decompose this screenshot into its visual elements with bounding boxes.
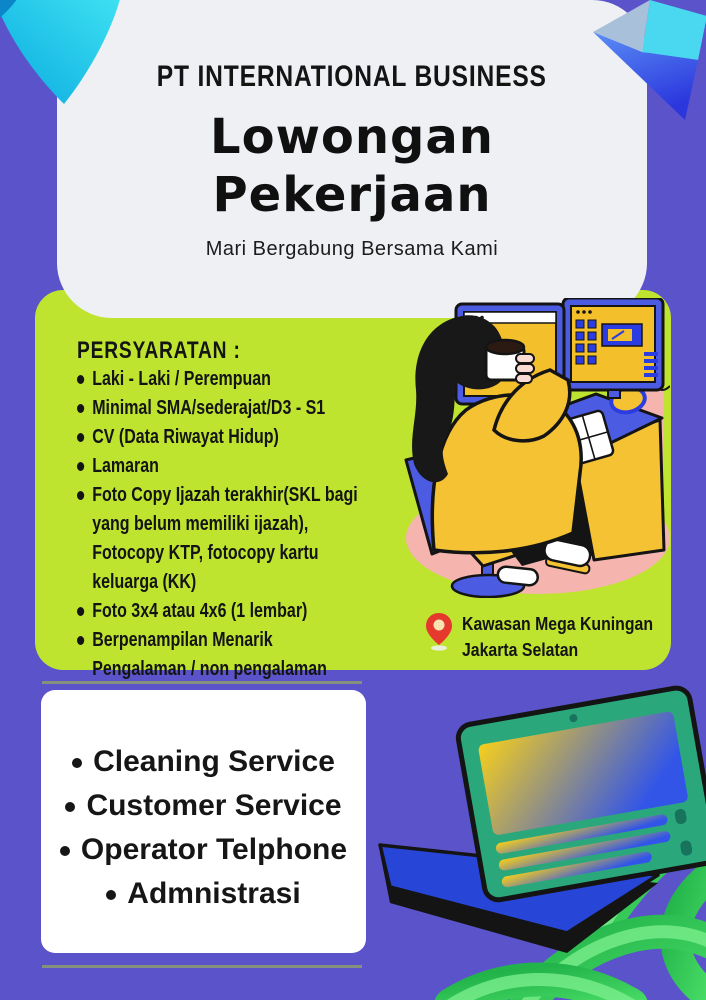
company-name: PT INTERNATIONAL BUSINESS <box>157 60 547 93</box>
woman-at-computer-illustration <box>398 298 670 598</box>
crystal-shape-decoration <box>586 0 706 122</box>
bullet-dot <box>106 890 116 900</box>
requirement-item: Lamaran <box>77 452 362 481</box>
bullet-dot <box>77 607 84 616</box>
bullet-dot <box>77 404 84 413</box>
positions-card <box>41 690 366 953</box>
cone-shape-decoration <box>0 0 150 120</box>
bullet-dot <box>60 846 70 856</box>
bullet-dot <box>77 636 84 645</box>
requirement-item: Foto Copy Ijazah terakhir(SKL bagi yang belum memiliki ijazah), Fotocopy KTP, fotocopy kartu keluarga (KK) <box>77 481 362 597</box>
requirement-item: Minimal SMA/sederajat/D3 - S1 <box>77 394 362 423</box>
divider-line <box>42 681 362 684</box>
laptop-illustration <box>375 675 706 1000</box>
poster-subtitle: Mari Bergabung Bersama Kami <box>205 238 499 260</box>
position-item: Operator Telphone <box>41 828 366 872</box>
bullet-dot <box>77 375 84 384</box>
bullet-dot <box>65 802 75 812</box>
divider-line <box>42 965 362 968</box>
requirement-item: Foto 3x4 atau 4x6 (1 lembar) <box>77 597 362 626</box>
position-item: Admnistrasi <box>41 872 366 916</box>
poster-title: Lowongan Pekerjaan <box>210 109 494 223</box>
bullet-dot <box>77 433 84 442</box>
right-monitor <box>563 298 663 398</box>
requirement-item: Laki - Laki / Perempuan <box>77 365 362 394</box>
location-text: Kawasan Mega Kuningan Jakarta Selatan <box>462 614 654 660</box>
requirement-item: CV (Data Riwayat Hidup) <box>77 423 362 452</box>
bullet-dot <box>77 491 84 500</box>
requirement-item: Berpenampilan Menarik Pengalaman / non pengalaman <box>77 626 362 684</box>
requirements-list <box>77 337 362 684</box>
laptop-screen <box>456 686 706 902</box>
requirements-heading: PERSYARATAN : <box>77 337 241 364</box>
location-pin-icon <box>425 611 453 651</box>
location-row <box>425 611 679 663</box>
bullet-dot <box>77 462 84 471</box>
position-item: Customer Service <box>41 784 366 828</box>
position-item: Cleaning Service <box>41 740 366 784</box>
bullet-dot <box>72 758 82 768</box>
